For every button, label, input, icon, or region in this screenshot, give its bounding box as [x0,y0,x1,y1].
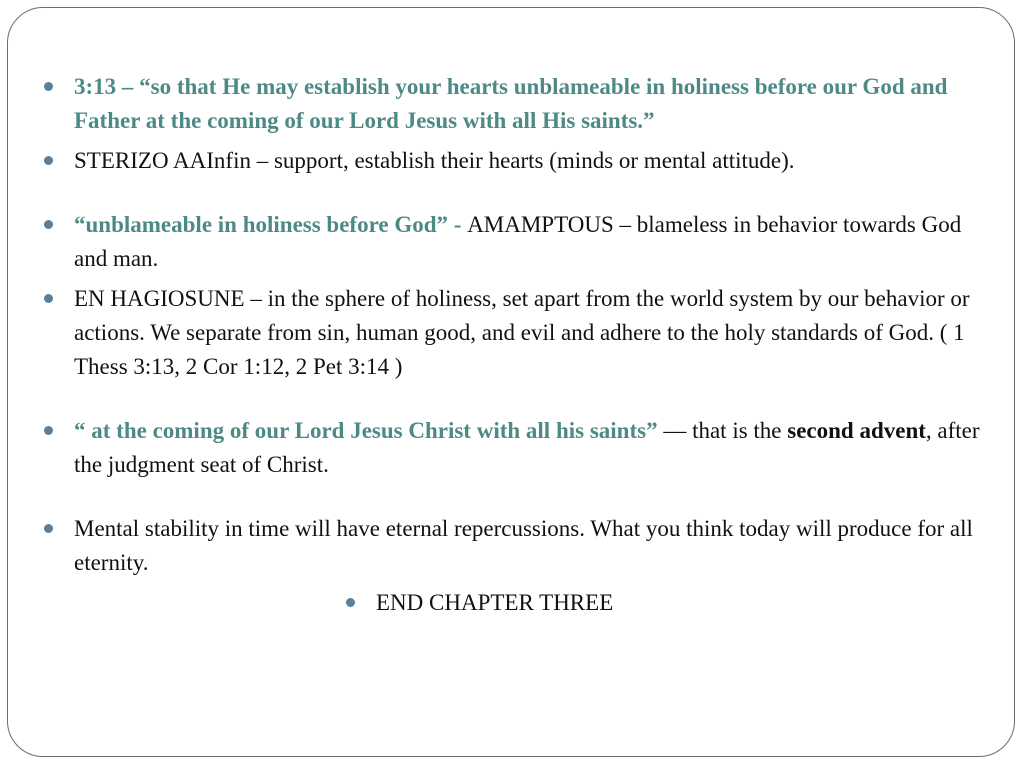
bullet-list [44,70,994,620]
bullet-icon [44,220,53,229]
coming-heading: “ at the coming of our Lord Jesus Christ with all his saints” [74,418,658,443]
mental-stability-text: Mental stability in time will have eternal repercussions. What you think today will produce for all eternity. [74,516,973,575]
end-chapter-label: END CHAPTER THREE [376,590,614,615]
unblameable-heading: “unblameable in holiness before God” - [74,212,468,237]
list-item-coming [44,414,994,482]
bullet-icon [346,598,355,607]
amamptous-text: AMAMPTOUS – blameless in behavior towards God and man. [74,212,962,271]
bullet-icon [44,294,53,303]
list-item-unblameable [44,208,994,276]
second-advent-text: second advent [787,418,926,443]
bullet-icon [44,426,53,435]
list-item-hagiosune [44,282,994,384]
coming-text-a: –– that is the [657,418,788,443]
slide-frame [7,7,1015,757]
bullet-icon [44,156,53,165]
list-item-verse [44,70,994,138]
bullet-icon [44,82,53,91]
list-item-end-chapter [346,586,994,620]
list-item-mental-stability [44,512,994,580]
list-item-sterizo [44,144,994,178]
coming-text-b: , after the judgment seat of Christ. [74,418,980,477]
verse-quote: 3:13 – “so that He may establish your hearts unblameable in holiness before our God and Father at the coming of our Lord Jesus with all His saints.” [74,74,948,133]
sterizo-text: STERIZO AAInfin – support, establish their hearts (minds or mental attitude). [74,148,795,173]
bullet-icon [44,524,53,533]
hagiosune-text: EN HAGIOSUNE – in the sphere of holiness, set apart from the world system by our behavior or actions. We separate from sin, human good, and evil and adhere to the holy standards of God. ( 1 Thess 3:13, 2 Cor 1:12, 2 Pet 3:14 ) [74,286,970,379]
